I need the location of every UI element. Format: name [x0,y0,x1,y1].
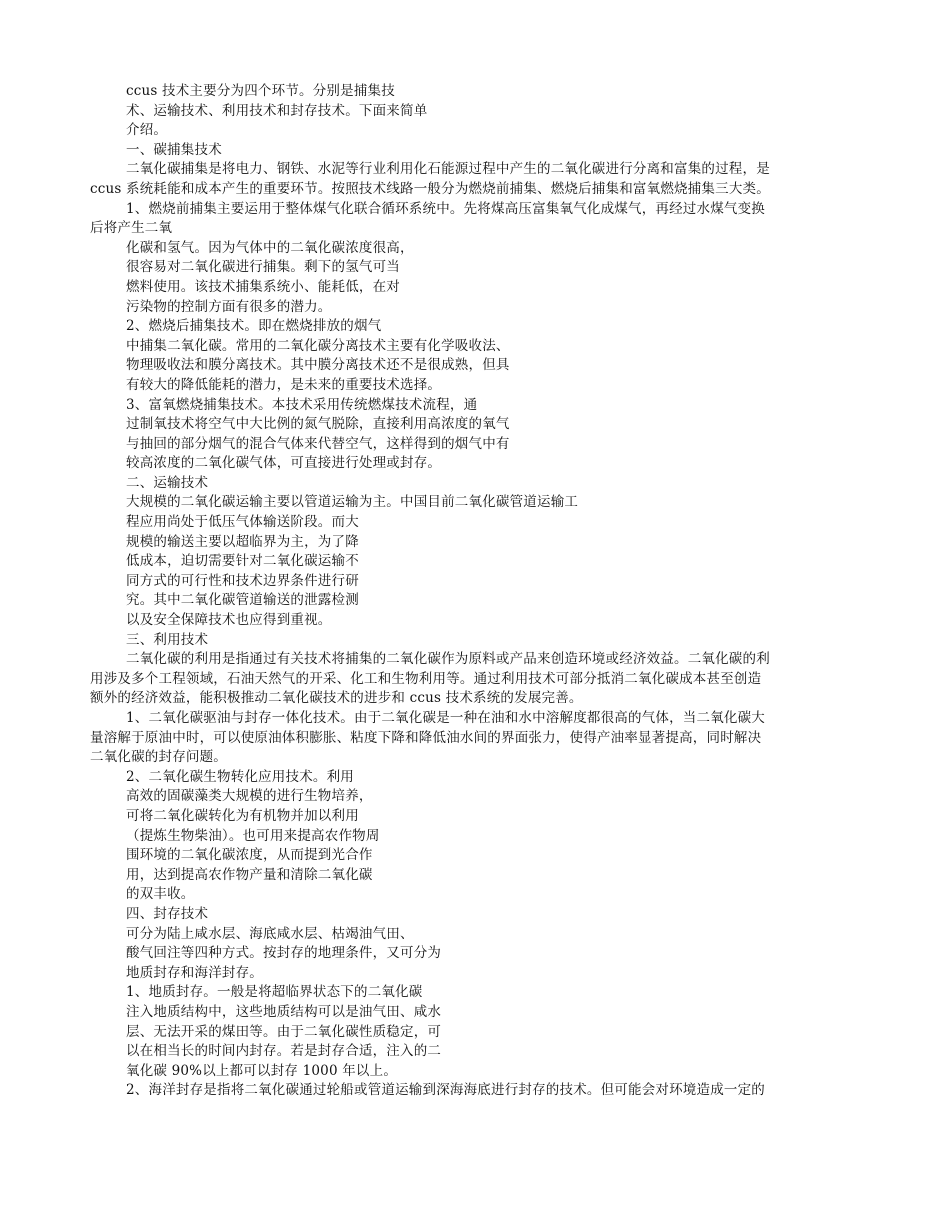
text-line: 3、富氧燃烧捕集技术。本技术采用传统燃煤技术流程，通 [126,396,478,413]
text-line: 的双丰收。 [126,886,195,903]
text-line: ccus 系统耗能和成本产生的重要环节。按照技术线路一般分为燃烧前捕集、燃烧后捕集和富氧燃烧捕集三大类。 [90,180,770,197]
text-line: 与抽回的部分烟气的混合气体来代替空气，这样得到的烟气中有 [126,435,510,452]
text-line: 规模的输送主要以超临界为主，为了降 [126,533,359,550]
text-line: 中捕集二氧化碳。常用的二氧化碳分离技术主要有化学吸收法、 [126,337,510,354]
text-line: 量溶解于原油中时，可以使原油体积膨胀、粘度下降和降低油水间的界面张力，使得产油率显著提高，同时解决 [90,729,762,746]
text-line: 较高浓度的二氧化碳气体，可直接进行处理或封存。 [126,455,442,472]
text-line: 物理吸收法和膜分离技术。其中膜分离技术还不是很成熟，但具 [126,357,510,374]
text-line: 二氧化碳捕集是将电力、钢铁、水泥等行业利用化石能源过程中产生的二氧化碳进行分离和富集的过程，是 [126,161,770,178]
text-line: 2、二氧化碳生物转化应用技术。利用 [126,768,354,785]
text-line: （提炼生物柴油）。也可用来提高农作物周 [126,827,380,844]
text-line: 1、燃烧前捕集主要运用于整体煤气化联合循环系统中。先将煤高压富集氧气化成煤气，再经过水煤气变换 [126,200,765,217]
text-line: 注入地质结构中，这些地质结构可以是油气田、咸水 [126,1003,442,1020]
text-line: 程应用尚处于低压气体输送阶段。而大 [126,514,359,531]
text-line: 后将产生二氧 [90,220,173,237]
text-line: ccus 技术主要分为四个环节。分别是捕集技 [126,83,395,99]
text-line: 围环境的二氧化碳浓度，从而提到光合作 [126,847,373,864]
text-line: 低成本，迫切需要针对二氧化碳运输不 [126,553,359,570]
document-page [0,82,950,1101]
text-line: 可将二氧化碳转化为有机物并加以利用 [126,807,359,824]
text-line: 术、运输技术、利用技术和封存技术。下面来简单 [126,102,428,119]
text-line: 高效的固碳藻类大规模的进行生物培养， [126,788,373,805]
text-line: 化碳和氢气。因为气体中的二氧化碳浓度很高， [126,239,414,256]
text-line: 二氧化碳的封存问题。 [90,749,227,766]
section-heading: 三、利用技术 [126,631,209,648]
text-line: 可分为陆上咸水层、海底咸水层、枯竭油气田、 [126,925,414,942]
text-line: 氧化碳 90%以上都可以封存 1000 年以上。 [126,1062,398,1079]
section-heading: 四、封存技术 [126,905,209,922]
section-heading: 一、碳捕集技术 [126,141,222,158]
text-line: 1、地质封存。一般是将超临界状态下的二氧化碳 [126,984,423,1001]
text-line: 燃料使用。该技术捕集系统小、能耗低，在对 [126,278,400,295]
text-line: 很容易对二氧化碳进行捕集。剩下的氢气可当 [126,259,400,276]
text-line: 过制氧技术将空气中大比例的氮气脱除，直接利用高浓度的氧气 [126,416,510,433]
text-line: 用涉及多个工程领域，石油天然气的开采、化工和生物利用等。通过利用技术可部分抵消二氧化碳成本甚至创造 [90,670,762,687]
text-line: 地质封存和海洋封存。 [126,964,263,981]
text-line: 用，达到提高农作物产量和清除二氧化碳 [126,866,373,883]
text-line: 2、海洋封存是指将二氧化碳通过轮船或管道运输到深海海底进行封存的技术。但可能会对环境造成一定的 [126,1082,765,1099]
text-line: 大规模的二氧化碳运输主要以管道运输为主。中国目前二氧化碳管道运输工 [126,494,579,511]
section-heading: 二、运输技术 [126,474,209,491]
text-line: 二氧化碳的利用是指通过有关技术将捕集的二氧化碳作为原料或产品来创造环境或经济效益。二氧化碳的利 [126,651,770,668]
text-line: 以及安全保障技术也应得到重视。 [126,612,332,629]
text-line: 2、燃烧后捕集技术。即在燃烧排放的烟气 [126,318,382,335]
text-line: 额外的经济效益，能积极推动二氧化碳技术的进步和 ccus 技术系统的发展完善。 [90,690,583,707]
text-line: 层、无法开采的煤田等。由于二氧化碳性质稳定，可 [126,1023,442,1040]
text-line: 同方式的可行性和技术边界条件进行研 [126,572,359,589]
text-line: 1、二氧化碳驱油与封存一体化技术。由于二氧化碳是一种在油和水中溶解度都很高的气体，当二氧化碳大 [126,710,765,726]
text-line: 酸气回注等四种方式。按封存的地理条件，又可分为 [126,945,442,962]
text-line: 污染物的控制方面有很多的潜力。 [126,298,332,315]
text-line: 究。其中二氧化碳管道输送的泄露检测 [126,592,359,609]
text-line: 介绍。 [126,122,168,139]
text-line: 有较大的降低能耗的潜力，是未来的重要技术选择。 [126,376,442,393]
text-line: 以在相当长的时间内封存。若是封存合适，注入的二 [126,1043,442,1060]
